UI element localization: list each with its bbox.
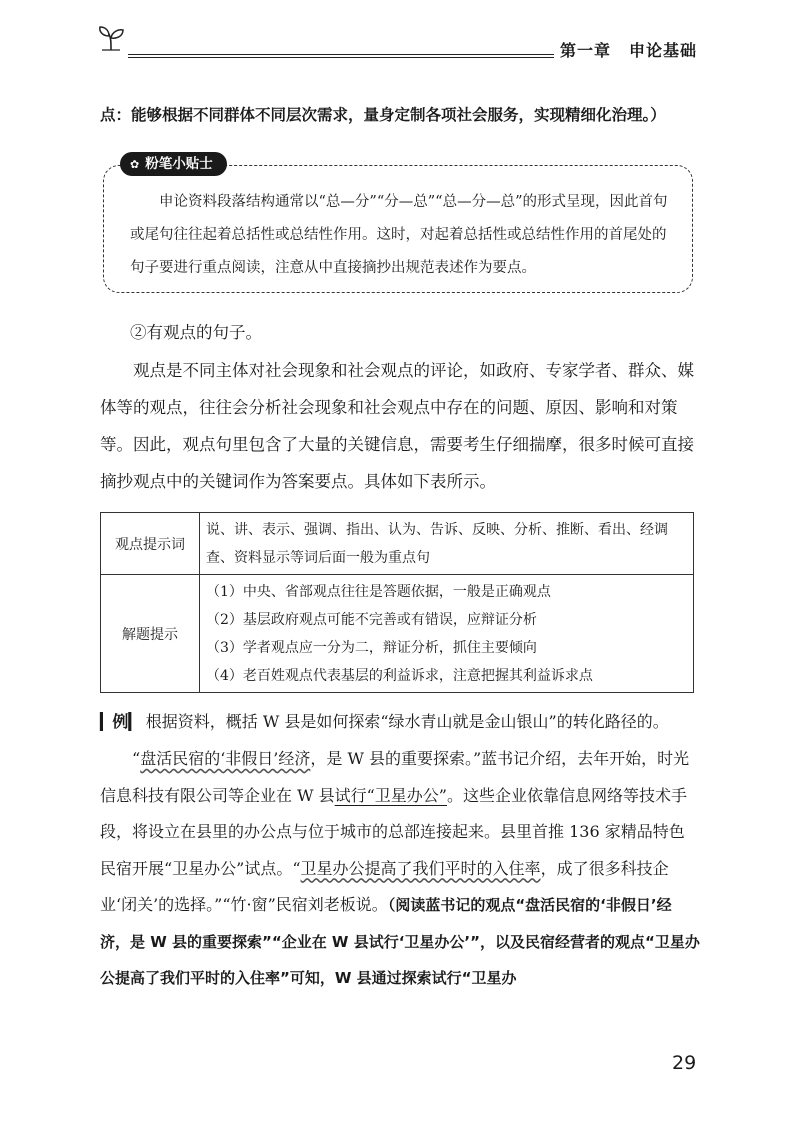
intro-text: 点：能够根据不同群体不同层次需求，量身定制各项社会服务，实现精细化治理。） — [100, 106, 666, 124]
key-phrase: 卫星办公提高了我们平时的入住率 — [300, 858, 541, 878]
example-material — [100, 741, 700, 997]
hint-item: （2）基层政府观点可能不完善或有错误，应辩证分析 — [206, 611, 537, 628]
example-marker: ▎例▎ — [100, 712, 141, 731]
viewpoint-table — [100, 512, 694, 693]
tips-star-icon: ✿ — [130, 158, 140, 171]
tips-badge-label: 粉笔小贴士 — [145, 156, 213, 172]
key-phrase: 盘活民宿的‘非假日’经济 — [140, 749, 311, 768]
header-rule — [128, 57, 554, 58]
hint-item: （1）中央、省部观点往往是答题依据，一般是正确观点 — [206, 583, 551, 600]
text-run: 。这些企业依靠信息网络等技术手段，将设立在县里的办公点与位于城市的总部连接起来。县里首推 136 家精品特色民宿开展“卫星办公”试点。“ — [100, 785, 688, 878]
table-row — [101, 513, 694, 575]
table-label: 解题提示 — [101, 575, 200, 693]
hint-item: （4）老百姓观点代表基层的利益诉求，注意把握其利益诉求点 — [206, 667, 593, 684]
example-mark-label: 例 — [112, 712, 129, 731]
sprout-icon — [96, 24, 126, 52]
header-rule — [128, 54, 554, 55]
text-run: “ — [132, 749, 141, 768]
tips-badge — [120, 152, 227, 176]
table-row — [101, 575, 694, 693]
table-content — [200, 575, 694, 693]
section-label: 申论基础 — [629, 41, 698, 60]
key-phrase: 试行“卫星办公” — [334, 785, 447, 805]
example-analysis: （阅读蓝书记的观点“盘活民宿的‘非假日’经济，是 W 县的重要探索”“企业在 W 县试行‘卫星办公’”，以及民宿经营者的观点“卫星办公提高了我们平时的入住率”可知，W 县通过探索试行“卫星办 — [100, 896, 700, 987]
section-paragraph: 观点是不同主体对社会现象和社会观点的评论，如政府、专家学者、群众、媒体等的观点，往往会分析社会现象和社会观点中存在的问题、原因、影响和对策等。因此，观点句里包含了大量的关键信息，需要考生仔细揣摩，很多时候可直接摘抄观点中的关键词作为答案要点。具体如下表所示。 — [100, 361, 694, 491]
text-run: ，是 W 县的重要探索。”蓝书记介绍，去年开始，时光信息科技有限公司等企业在 W 县 — [100, 749, 690, 805]
hint-item: （3）学者观点应一分为二，辩证分析，抓住主要倾向 — [206, 639, 537, 656]
example-question: 根据资料，概括 W 县是如何探索“绿水青山就是金山银山”的转化路径的。 — [145, 712, 669, 731]
table-content: 说、讲、表示、强调、指出、认为、告诉、反映、分析、推断、看出、经调查、资料显示等词后面一般为重点句 — [200, 513, 694, 575]
table-label: 观点提示词 — [101, 513, 200, 575]
section-heading: ②有观点的句子。 — [130, 323, 262, 342]
tips-text: 申论资料段落结构通常以“总—分”“分—总”“总—分—总”的形式呈现，因此首句或尾句往往起着总括性或总结性作用。这时，对起着总括性或总结性作用的首尾处的句子要进行重点阅读，注意从中直接摘抄出规范表述作为要点。 — [130, 194, 668, 276]
example-question-line — [100, 705, 700, 739]
text-run: ，成了很多科技企业‘闭关’的选择。”“竹·窗”民宿刘老板说。 — [100, 858, 669, 914]
page-number: 29 — [672, 1052, 697, 1074]
running-header — [560, 38, 697, 61]
chapter-label: 第一章 — [560, 41, 612, 60]
